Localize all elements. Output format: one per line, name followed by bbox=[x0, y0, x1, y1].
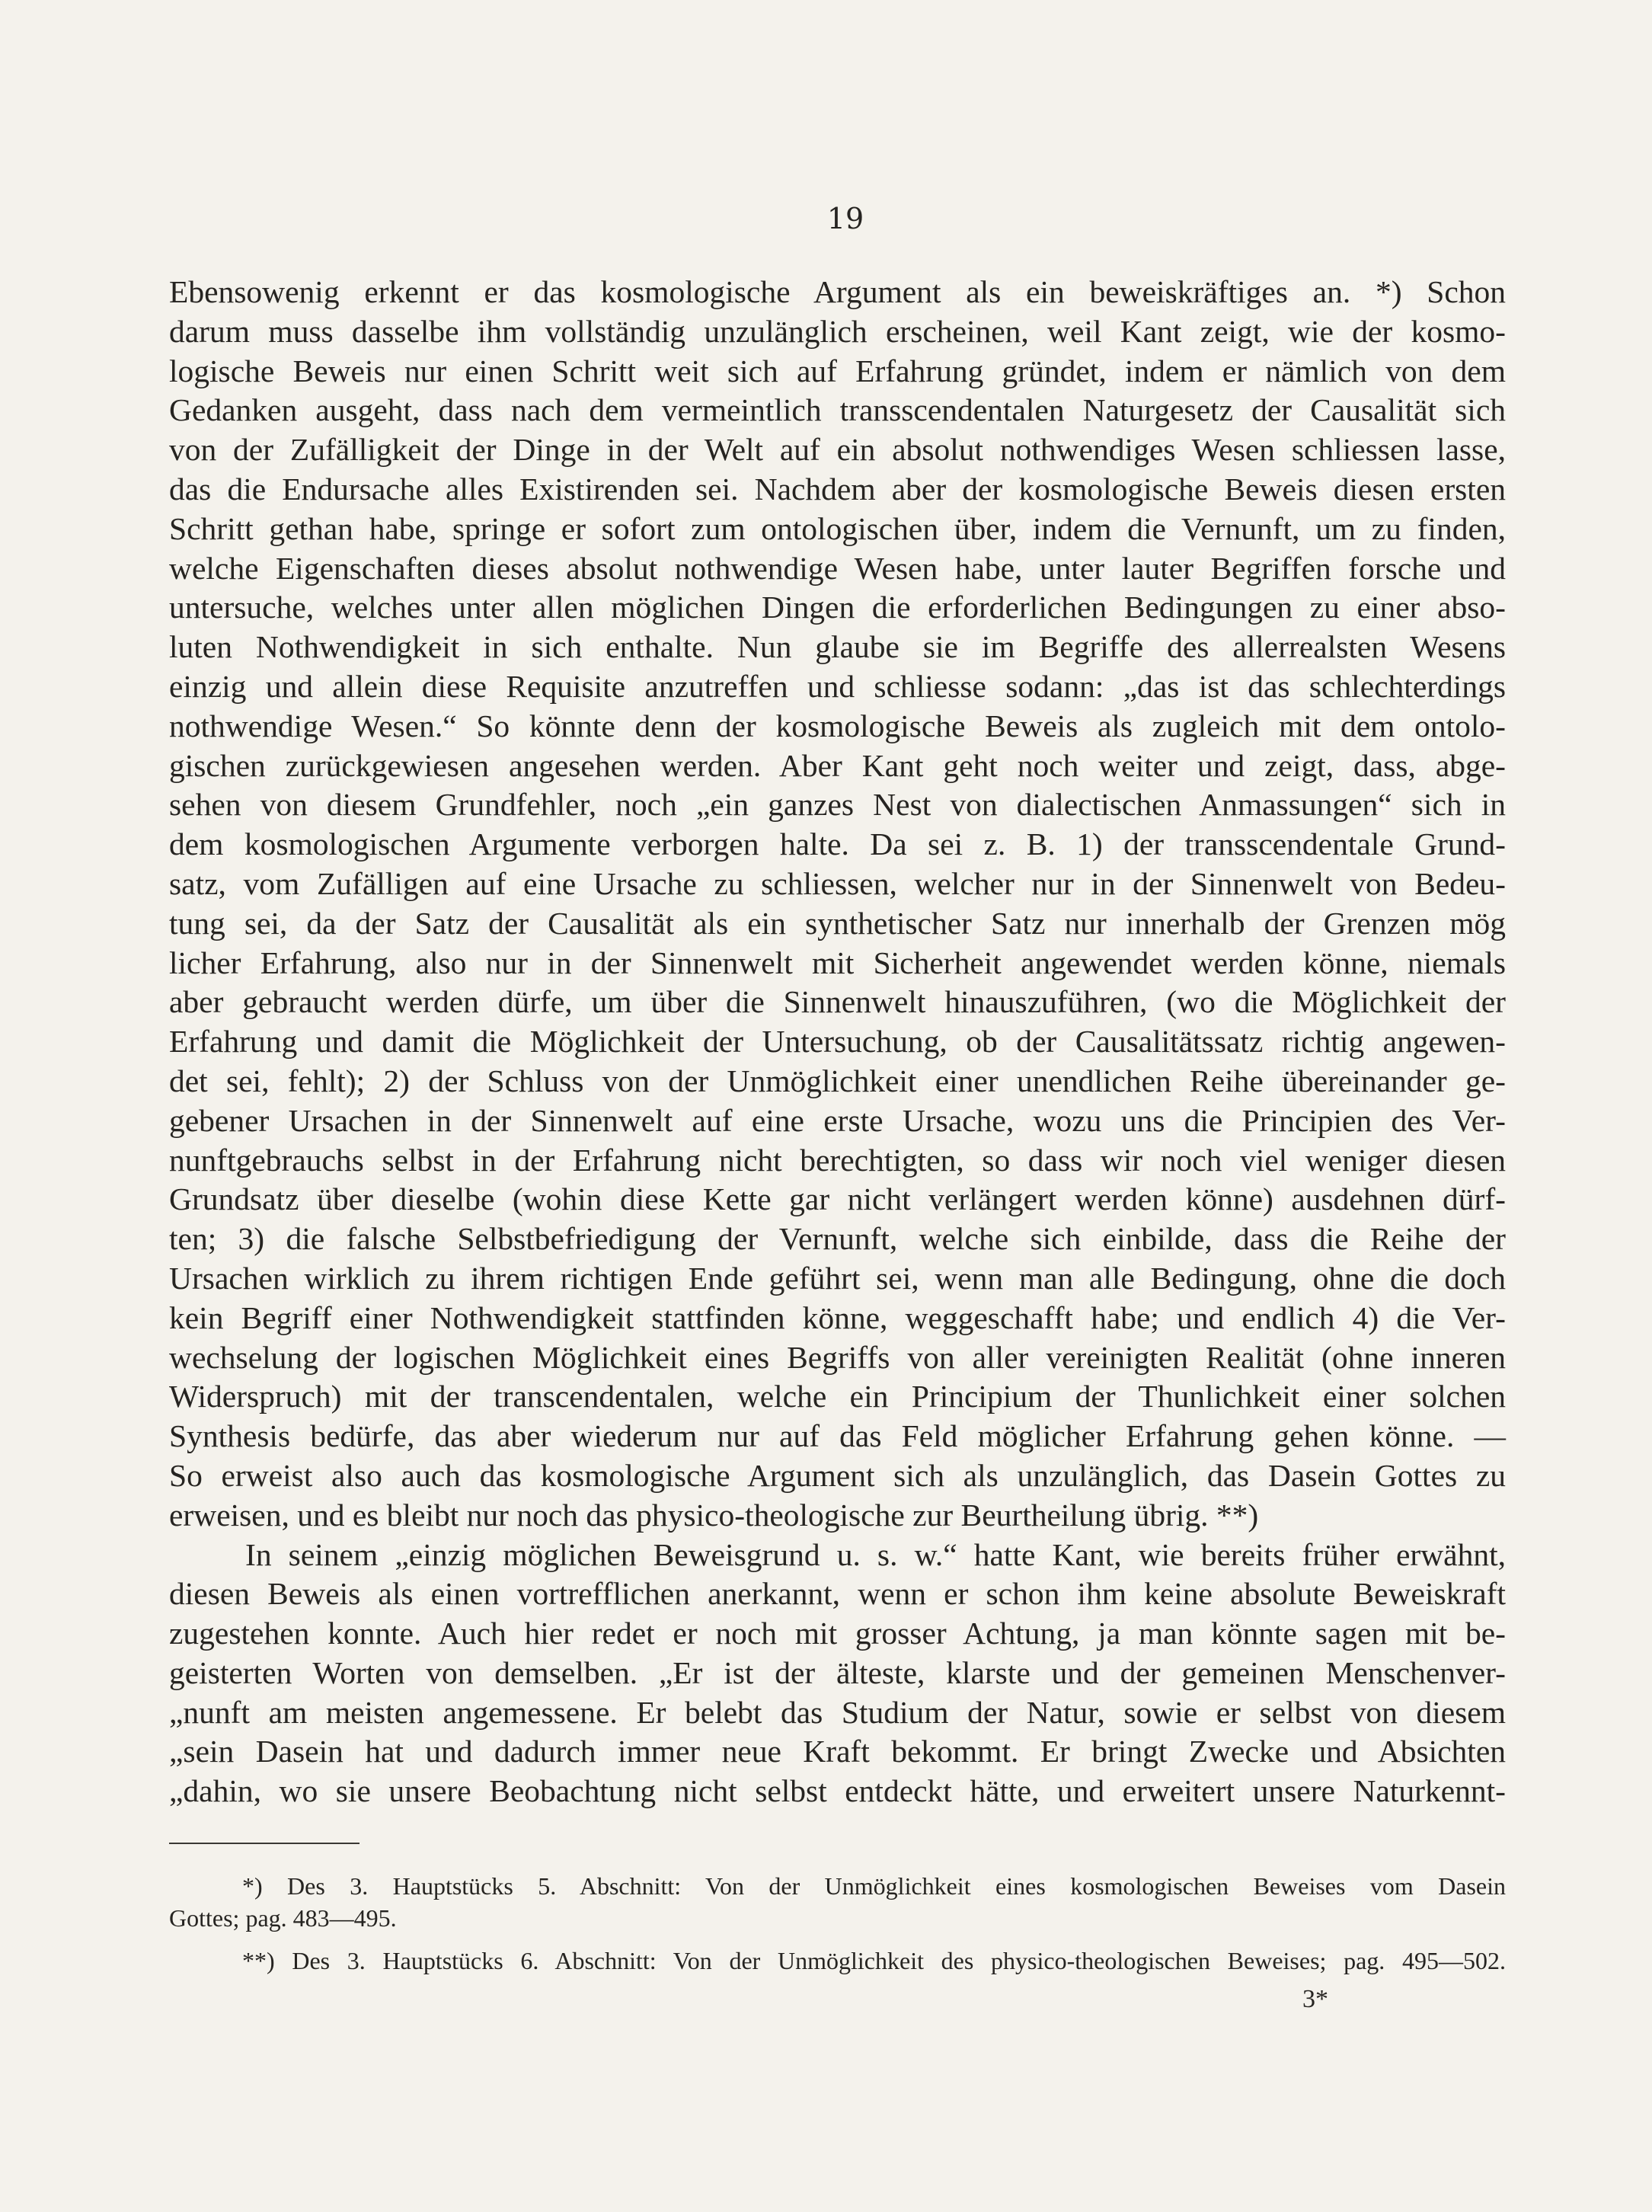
text-line: das die Endursache alles Existirenden sei. Nachdem aber der kosmologische Beweis diesen ersten bbox=[169, 471, 1506, 507]
text-line: In seinem „einzig möglichen Beweisgrund u. s. w.“ hatte Kant, wie bereits früher erwähnt, bbox=[245, 1536, 1506, 1572]
text-line: untersuche, welches unter allen möglichen Dingen die erforderlichen Bedingungen zu einer abso- bbox=[169, 590, 1506, 625]
text-line: Schritt gethan habe, springe er sofort zum ontologischen über, indem die Vernunft, um zu finden, bbox=[169, 510, 1506, 546]
footnote-1 bbox=[169, 1870, 1506, 1934]
footnote-line: **) Des 3. Hauptstücks 6. Abschnitt: Von der Unmöglichkeit des physico-theologischen Beweises; pag. 495—502. bbox=[242, 1947, 1506, 1974]
text-line: ten; 3) die falsche Selbstbefriedigung der Vernunft, welche sich einbilde, dass die Reihe der bbox=[169, 1221, 1506, 1257]
text-line: „nunft am meisten angemessene. Er belebt das Studium der Natur, sowie er selbst von diesem bbox=[169, 1694, 1506, 1730]
text-line: nothwendige Wesen.“ So könnte denn der kosmologische Beweis als zugleich mit dem ontolo- bbox=[169, 708, 1506, 743]
text-line: von der Zufälligkeit der Dinge in der Welt auf ein absolut nothwendiges Wesen schliessen lasse, bbox=[169, 432, 1506, 468]
text-line: tung sei, da der Satz der Causalität als ein synthetischer Satz nur innerhalb der Grenzen mög bbox=[169, 905, 1506, 941]
text-line: welche Eigenschaften dieses absolut nothwendige Wesen habe, unter lauter Begriffen forsche und bbox=[169, 550, 1506, 586]
body-text bbox=[169, 273, 1506, 1811]
text-line: aber gebraucht werden dürfe, um über die Sinnenwelt hinauszuführen, (wo die Möglichkeit der bbox=[169, 984, 1506, 1020]
text-line: gischen zurückgewiesen angesehen werden. Aber Kant geht noch weiter und zeigt, dass, abge- bbox=[169, 747, 1506, 783]
text-line: Grundsatz über dieselbe (wohin diese Kette gar nicht verlängert werden könne) ausdehnen dürf- bbox=[169, 1181, 1506, 1217]
text-line: geisterten Worten von demselben. „Er ist der älteste, klarste und der gemeinen Menschenver- bbox=[169, 1654, 1506, 1690]
text-line: Erfahrung und damit die Möglichkeit der Untersuchung, ob der Causalitätssatz richtig angewen- bbox=[169, 1024, 1506, 1060]
text-line: gebener Ursachen in der Sinnenwelt auf eine erste Ursache, wozu uns die Principien des Ver- bbox=[169, 1102, 1506, 1138]
text-line: Ebensowenig erkennt er das kosmologische Argument als ein beweiskräftiges an. *) Schon bbox=[169, 274, 1506, 309]
text-line: Synthesis bedürfe, das aber wiederum nur auf das Feld möglicher Erfahrung gehen könne. — bbox=[169, 1418, 1506, 1454]
text-line: „sein Dasein hat und dadurch immer neue Kraft bekommt. Er bringt Zwecke und Absichten bbox=[169, 1734, 1506, 1769]
text-line: sehen von diesem Grundfehler, noch „ein ganzes Nest von dialectischen Anmassungen“ sich in bbox=[169, 787, 1506, 823]
text-line: luten Nothwendigkeit in sich enthalte. Nun glaube sie im Begriffe des allerrealsten Wesens bbox=[169, 629, 1506, 665]
text-line: diesen Beweis als einen vortrefflichen anerkannt, wenn er schon ihm keine absolute Beweiskraft bbox=[169, 1576, 1506, 1612]
text-line: nunftgebrauchs selbst in der Erfahrung nicht berechtigten, so dass wir noch viel weniger diesen bbox=[169, 1142, 1506, 1178]
text-line: licher Erfahrung, also nur in der Sinnenwelt mit Sicherheit angewendet werden könne, niemals bbox=[169, 945, 1506, 980]
text-line: So erweist also auch das kosmologische Argument sich als unzulänglich, das Dasein Gottes zu bbox=[169, 1457, 1506, 1493]
footnotes bbox=[169, 1870, 1506, 1977]
page-number: 19 bbox=[826, 202, 864, 235]
text-line: kein Begriff einer Nothwendigkeit stattfinden könne, weggeschafft habe; und endlich 4) die Ver- bbox=[169, 1299, 1506, 1335]
text-line: Ursachen wirklich zu ihrem richtigen Ende geführt sei, wenn man alle Bedingung, ohne die doch bbox=[169, 1260, 1506, 1296]
text-line: einzig und allein diese Requisite anzutreffen und schliesse sodann: „das ist das schlechterdings bbox=[169, 668, 1506, 704]
text-line: satz, vom Zufälligen auf eine Ursache zu schliessen, welcher nur in der Sinnenwelt von Bedeu- bbox=[169, 865, 1506, 901]
text-line: logische Beweis nur einen Schritt weit sich auf Erfahrung gründet, indem er nämlich von dem bbox=[169, 353, 1506, 388]
text-line: wechselung der logischen Möglichkeit eines Begriffs von aller vereinigten Realität (ohne inneren bbox=[169, 1339, 1506, 1375]
text-line: erweisen, und es bleibt nur noch das physico-theologische zur Beurtheilung übrig. **) bbox=[169, 1497, 1259, 1533]
text-line: dem kosmologischen Argumente verborgen halte. Da sei z. B. 1) der transscendentale Grund- bbox=[169, 826, 1506, 862]
footnote-line: Gottes; pag. 483—495. bbox=[169, 1904, 397, 1932]
text-line: det sei, fehlt); 2) der Schluss von der Unmöglichkeit einer unendlichen Reihe übereinander ge- bbox=[169, 1063, 1506, 1098]
footnote-2 bbox=[169, 1945, 1506, 1977]
text-line: zugestehen konnte. Auch hier redet er noch mit grosser Achtung, ja man könnte sagen mit be- bbox=[169, 1616, 1506, 1651]
footnote-line: *) Des 3. Hauptstücks 5. Abschnitt: Von der Unmöglichkeit eines kosmologischen Beweises vom Dasein bbox=[242, 1872, 1506, 1900]
text-line: „dahin, wo sie unsere Beobachtung nicht selbst entdeckt hätte, und erweitert unsere Naturkennt- bbox=[169, 1773, 1506, 1809]
text-line: darum muss dasselbe ihm vollständig unzulänglich erscheinen, weil Kant zeigt, wie der kosmo- bbox=[169, 313, 1506, 349]
text-line: Gedanken ausgeht, dass nach dem vermeintlich transscendentalen Naturgesetz der Causalität sich bbox=[169, 392, 1506, 428]
footnote-divider bbox=[169, 1843, 359, 1844]
signature-mark: 3* bbox=[1302, 1985, 1328, 2013]
text-line: Widerspruch) mit der transcendentalen, welche ein Principium der Thunlichkeit einer solchen bbox=[169, 1379, 1506, 1414]
